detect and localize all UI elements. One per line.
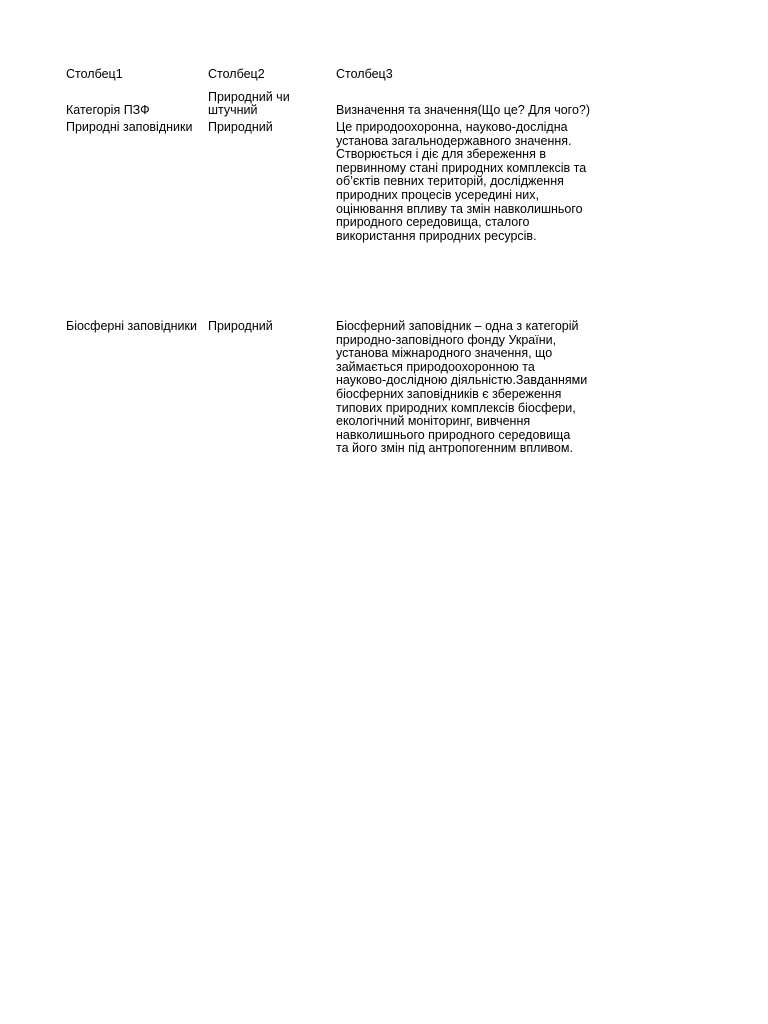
subheader-description-cell[interactable] [336,90,608,118]
header-column-1[interactable]: Столбец1 [66,67,123,81]
header-column-2[interactable]: Столбец2 [208,67,265,81]
header-column-3[interactable]: Столбец3 [336,67,393,81]
row-2-category[interactable]: Біосферні заповідники [66,319,197,333]
row-1-type[interactable]: Природний [208,120,273,134]
subheader-description: Визначення та значення(Що це? Для чого?) [336,103,591,118]
subheader-category: Категорія ПЗФ [66,103,150,118]
subheader-type-cell[interactable] [208,90,334,118]
row-2-description[interactable]: Біосферний заповідник – одна з категорій природно-заповідного фонду України, установа міжнародного значення, що займається природоохоронною та науково-дослідною діяльністю.Завданнями біосферних заповідників є збереження типових природних комплексів біосфери, екологічний моніторинг, вивчення навколишнього природного середовища та його змін під антропогенним впливом. [336,319,588,456]
row-1-category[interactable]: Природні заповідники [66,120,193,134]
subheader-category-cell[interactable] [66,90,206,118]
subheader-type: Природний чи штучний [208,89,290,118]
row-1-description[interactable]: Це природоохоронна, науково-дослідна установа загальнодержавного значення. Створюється і діє для збереження в первинному стані природних комплексів та об’єктів певних територій, дослідження природних процесів усередині них, оцінювання впливу та змін навколишнього природного середовища, сталого використання природних ресурсів. [336,120,587,243]
row-2-type[interactable]: Природний [208,319,273,333]
